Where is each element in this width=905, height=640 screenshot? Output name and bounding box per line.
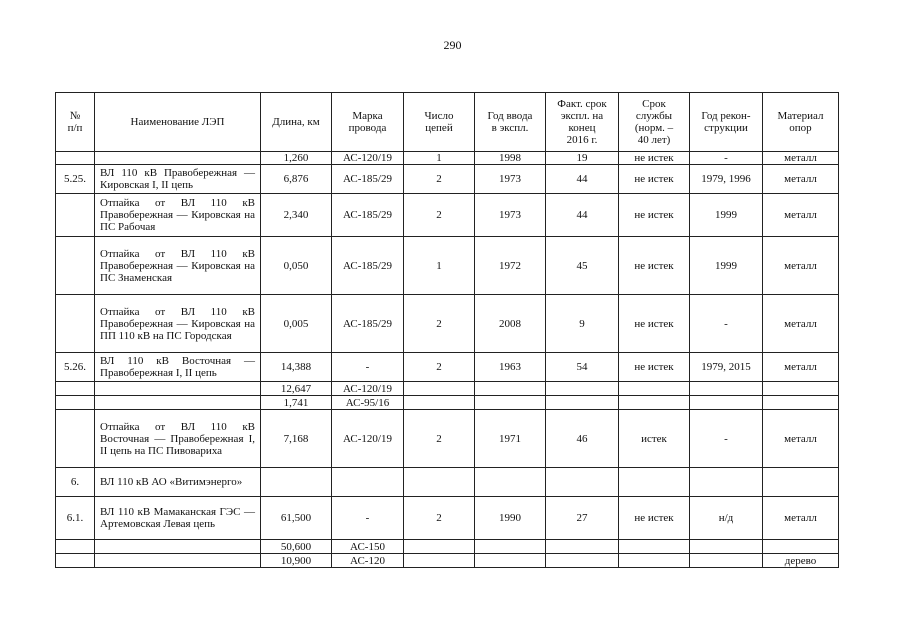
cell-year: [475, 382, 546, 396]
cell-circuits: 2: [404, 165, 475, 194]
cell-term: не истек: [619, 165, 690, 194]
cell-recon: [690, 396, 763, 410]
cell-term: не истек: [619, 353, 690, 382]
cell-term: [619, 396, 690, 410]
cell-service: 27: [546, 497, 619, 540]
table-row: [56, 468, 839, 497]
header-service: Факт. срок экспл. на конец 2016 г.: [546, 93, 619, 152]
cell-num: [56, 194, 95, 237]
cell-num: [56, 152, 95, 165]
cell-service: 44: [546, 194, 619, 237]
cell-term: [619, 468, 690, 497]
cell-wire: АС-120/19: [332, 410, 404, 468]
cell-length: [261, 468, 332, 497]
cell-material: металл: [763, 165, 839, 194]
cell-num: [56, 396, 95, 410]
cell-material: металл: [763, 152, 839, 165]
cell-wire: АС-185/29: [332, 295, 404, 353]
page-number: 290: [443, 38, 462, 52]
cell-wire: АС-185/29: [332, 237, 404, 295]
cell-material: [763, 382, 839, 396]
cell-circuits: 2: [404, 194, 475, 237]
cell-year: 1963: [475, 353, 546, 382]
cell-material: металл: [763, 410, 839, 468]
cell-circuits: [404, 396, 475, 410]
cell-name: [95, 540, 261, 554]
cell-num: 5.25.: [56, 165, 95, 194]
cell-length: 1,260: [261, 152, 332, 165]
cell-recon: 1999: [690, 194, 763, 237]
cell-circuits: [404, 382, 475, 396]
cell-recon: [690, 382, 763, 396]
cell-name: [95, 554, 261, 568]
cell-name: ВЛ 110 кВ АО «Витимэнерго»: [95, 468, 261, 497]
cell-recon: 1999: [690, 237, 763, 295]
cell-year: [475, 540, 546, 554]
table-row: [56, 554, 839, 568]
cell-length: 12,647: [261, 382, 332, 396]
cell-length: 2,340: [261, 194, 332, 237]
cell-length: 6,876: [261, 165, 332, 194]
cell-material: [763, 540, 839, 554]
header-length: Длина, км: [261, 93, 332, 152]
cell-service: [546, 468, 619, 497]
cell-recon: -: [690, 295, 763, 353]
cell-wire: -: [332, 497, 404, 540]
cell-term: не истек: [619, 152, 690, 165]
cell-name: ВЛ 110 кВ Правобережная — Кировская I, II цепь: [95, 165, 261, 194]
cell-num: 6.1.: [56, 497, 95, 540]
cell-material: дерево: [763, 554, 839, 568]
cell-circuits: 2: [404, 353, 475, 382]
cell-material: металл: [763, 295, 839, 353]
cell-service: 54: [546, 353, 619, 382]
cell-year: 1973: [475, 194, 546, 237]
cell-length: 0,050: [261, 237, 332, 295]
cell-service: 46: [546, 410, 619, 468]
cell-name: [95, 382, 261, 396]
cell-service: [546, 396, 619, 410]
cell-recon: [690, 554, 763, 568]
cell-recon: -: [690, 152, 763, 165]
power-lines-table: [55, 92, 839, 568]
cell-wire: АС-95/16: [332, 396, 404, 410]
cell-num: [56, 540, 95, 554]
table-row: [56, 295, 839, 353]
header-recon: Год рекон- струкции: [690, 93, 763, 152]
table-row: [56, 382, 839, 396]
cell-term: не истек: [619, 497, 690, 540]
cell-length: 14,388: [261, 353, 332, 382]
cell-recon: -: [690, 410, 763, 468]
cell-wire: АС-120: [332, 554, 404, 568]
cell-num: [56, 554, 95, 568]
cell-num: 5.26.: [56, 353, 95, 382]
cell-service: [546, 540, 619, 554]
cell-service: 9: [546, 295, 619, 353]
cell-circuits: 2: [404, 497, 475, 540]
cell-material: металл: [763, 194, 839, 237]
header-num: № п/п: [56, 93, 95, 152]
header-material: Материал опор: [763, 93, 839, 152]
cell-service: 19: [546, 152, 619, 165]
cell-num: [56, 382, 95, 396]
cell-recon: [690, 468, 763, 497]
cell-circuits: [404, 554, 475, 568]
cell-year: 1990: [475, 497, 546, 540]
cell-wire: АС-185/29: [332, 165, 404, 194]
cell-year: 2008: [475, 295, 546, 353]
table-row: [56, 410, 839, 468]
cell-wire: АС-120/19: [332, 152, 404, 165]
cell-year: 1973: [475, 165, 546, 194]
cell-material: металл: [763, 497, 839, 540]
cell-circuits: [404, 468, 475, 497]
cell-material: [763, 468, 839, 497]
cell-circuits: 2: [404, 295, 475, 353]
cell-recon: н/д: [690, 497, 763, 540]
cell-name: [95, 396, 261, 410]
cell-name: Отпайка от ВЛ 110 кВ Восточная — Правобережная I, II цепь на ПС Пивовариха: [95, 410, 261, 468]
table-row: [56, 353, 839, 382]
cell-service: 45: [546, 237, 619, 295]
cell-wire: АС-150: [332, 540, 404, 554]
cell-service: [546, 382, 619, 396]
cell-length: 0,005: [261, 295, 332, 353]
cell-service: 44: [546, 165, 619, 194]
cell-year: 1971: [475, 410, 546, 468]
table-row: [56, 237, 839, 295]
cell-recon: [690, 540, 763, 554]
cell-name: ВЛ 110 кВ Восточная — Правобережная I, II цепь: [95, 353, 261, 382]
cell-num: 6.: [56, 468, 95, 497]
cell-name: [95, 152, 261, 165]
cell-recon: 1979, 2015: [690, 353, 763, 382]
cell-num: [56, 237, 95, 295]
cell-year: 1972: [475, 237, 546, 295]
cell-length: 61,500: [261, 497, 332, 540]
table-row: [56, 540, 839, 554]
cell-material: металл: [763, 237, 839, 295]
cell-term: не истек: [619, 194, 690, 237]
cell-wire: АС-120/19: [332, 382, 404, 396]
cell-circuits: 2: [404, 410, 475, 468]
cell-wire: АС-185/29: [332, 194, 404, 237]
cell-year: [475, 554, 546, 568]
cell-year: [475, 468, 546, 497]
cell-name: Отпайка от ВЛ 110 кВ Правобережная — Кировская на ПС Рабочая: [95, 194, 261, 237]
cell-num: [56, 410, 95, 468]
table-row: [56, 165, 839, 194]
cell-circuits: 1: [404, 152, 475, 165]
cell-recon: 1979, 1996: [690, 165, 763, 194]
table-row: [56, 152, 839, 165]
cell-term: [619, 382, 690, 396]
cell-term: [619, 554, 690, 568]
header-year: Год ввода в экспл.: [475, 93, 546, 152]
header-name: Наименование ЛЭП: [95, 93, 261, 152]
cell-length: 1,741: [261, 396, 332, 410]
cell-wire: -: [332, 353, 404, 382]
cell-num: [56, 295, 95, 353]
cell-name: Отпайка от ВЛ 110 кВ Правобережная — Кировская на ПС Знаменская: [95, 237, 261, 295]
cell-length: 10,900: [261, 554, 332, 568]
cell-year: [475, 396, 546, 410]
cell-wire: [332, 468, 404, 497]
table-row: [56, 497, 839, 540]
table-row: [56, 396, 839, 410]
cell-material: [763, 396, 839, 410]
header-wire: Марка провода: [332, 93, 404, 152]
cell-circuits: [404, 540, 475, 554]
cell-material: металл: [763, 353, 839, 382]
cell-length: 7,168: [261, 410, 332, 468]
cell-name: Отпайка от ВЛ 110 кВ Правобережная — Кировская на ПП 110 кВ на ПС Городская: [95, 295, 261, 353]
cell-service: [546, 554, 619, 568]
cell-name: ВЛ 110 кВ Мамаканская ГЭС — Артемовская Левая цепь: [95, 497, 261, 540]
cell-circuits: 1: [404, 237, 475, 295]
cell-length: 50,600: [261, 540, 332, 554]
header-term: Срок службы (норм. – 40 лет): [619, 93, 690, 152]
cell-term: [619, 540, 690, 554]
cell-term: не истек: [619, 295, 690, 353]
table-row: [56, 194, 839, 237]
cell-term: истек: [619, 410, 690, 468]
cell-term: не истек: [619, 237, 690, 295]
cell-year: 1998: [475, 152, 546, 165]
header-circuits: Число цепей: [404, 93, 475, 152]
header-row: [56, 93, 839, 152]
